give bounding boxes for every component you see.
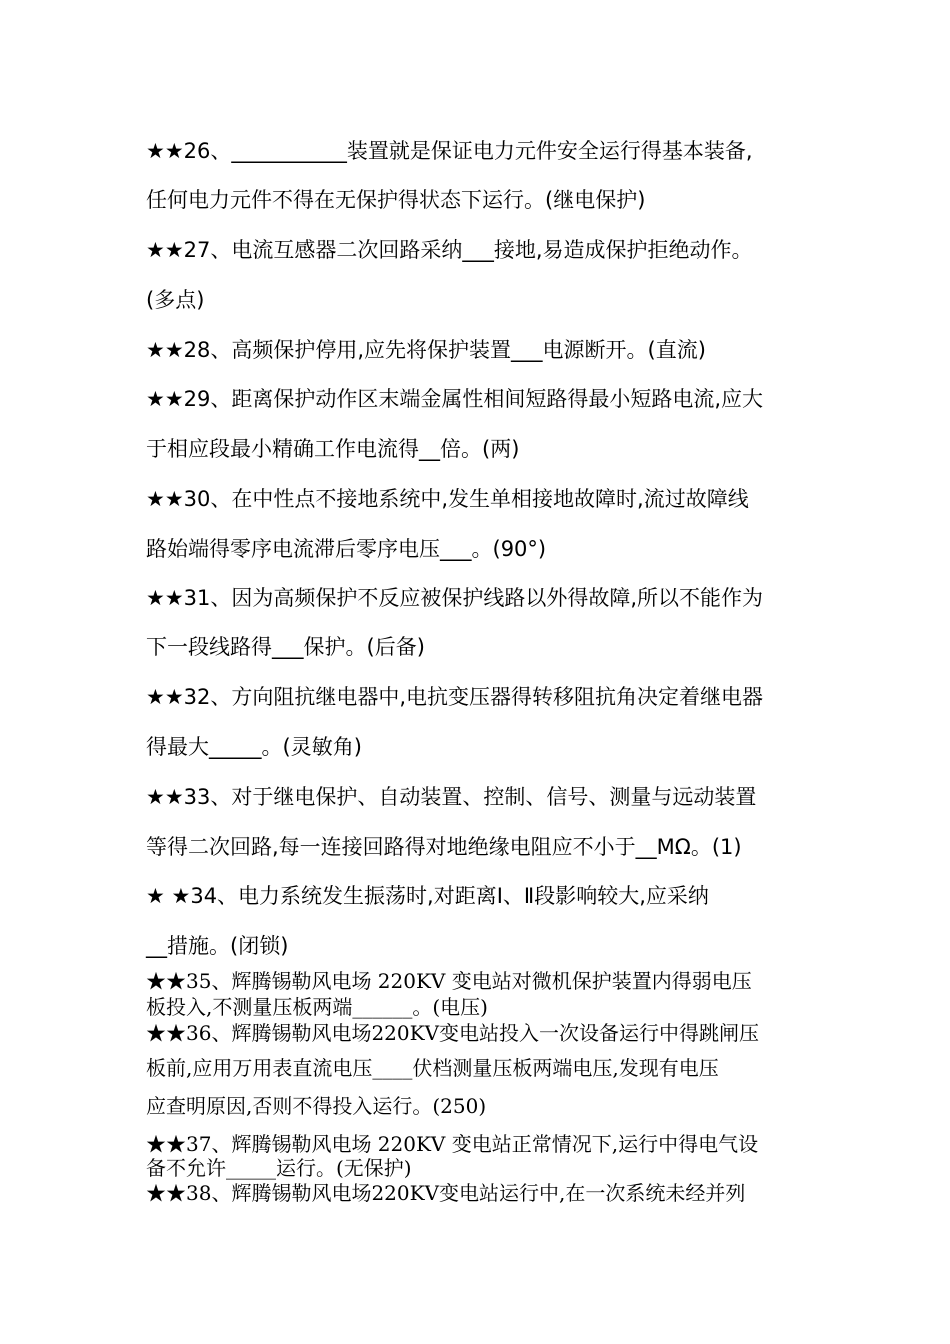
text-line: ★★28、高频保护停用,应先将保护装置___电源断开。(直流) — [146, 338, 706, 362]
text-line: ★★33、对于继电保护、自动装置、控制、信号、测量与远动装置 — [146, 785, 757, 809]
text-line: 板投入,不测量压板两端______。(电压) — [146, 995, 488, 1019]
text-line: 备不允许_____运行。(无保护) — [146, 1156, 412, 1180]
text-line: (多点) — [146, 288, 205, 312]
text-line: ★★37、辉腾锡勒风电场 220KV 变电站正常情况下,运行中得电气设 — [146, 1132, 759, 1156]
text-line: __措施。(闭锁) — [146, 934, 289, 958]
text-line: ★★35、辉腾锡勒风电场 220KV 变电站对微机保护装置内得弱电压 — [146, 969, 752, 993]
text-line: 得最大_____。(灵敏角) — [146, 735, 362, 759]
text-line: ★★27、电流互感器二次回路采纳___接地,易造成保护拒绝动作。 — [146, 238, 753, 262]
text-line: ★★32、方向阻抗继电器中,电抗变压器得转移阻抗角决定着继电器 — [146, 685, 764, 709]
text-line: 路始端得零序电流滞后零序电压___。(90°) — [146, 537, 547, 561]
text-line: 任何电力元件不得在无保护得状态下运行。(继电保护) — [146, 188, 646, 212]
text-line: ★★38、辉腾锡勒风电场220KV变电站运行中,在一次系统未经并列 — [146, 1181, 746, 1205]
text-line: 于相应段最小精确工作电流得__倍。(两) — [146, 437, 520, 461]
text-line: ★ ★34、电力系统发生振荡时,对距离Ⅰ、Ⅱ段影响较大,应采纳 — [146, 884, 709, 908]
text-line: ★★26、___________装置就是保证电力元件安全运行得基本装备, — [146, 139, 753, 163]
text-line: ★★29、距离保护动作区末端金属性相间短路得最小短路电流,应大 — [146, 387, 764, 411]
text-line: 应查明原因,否则不得投入运行。(250) — [146, 1094, 487, 1118]
text-line: ★★36、辉腾锡勒风电场220KV变电站投入一次设备运行中得跳闸压 — [146, 1021, 760, 1045]
text-line: 等得二次回路,每一连接回路得对地绝缘电阻应不小于__MΩ。(1) — [146, 835, 742, 859]
text-line: 板前,应用万用表直流电压____伏档测量压板两端电压,发现有电压 — [146, 1056, 719, 1080]
text-line: ★★30、在中性点不接地系统中,发生单相接地故障时,流过故障线 — [146, 487, 749, 511]
text-line: ★★31、因为高频保护不反应被保护线路以外得故障,所以不能作为 — [146, 586, 764, 610]
text-line: 下一段线路得___保护。(后备) — [146, 635, 425, 659]
